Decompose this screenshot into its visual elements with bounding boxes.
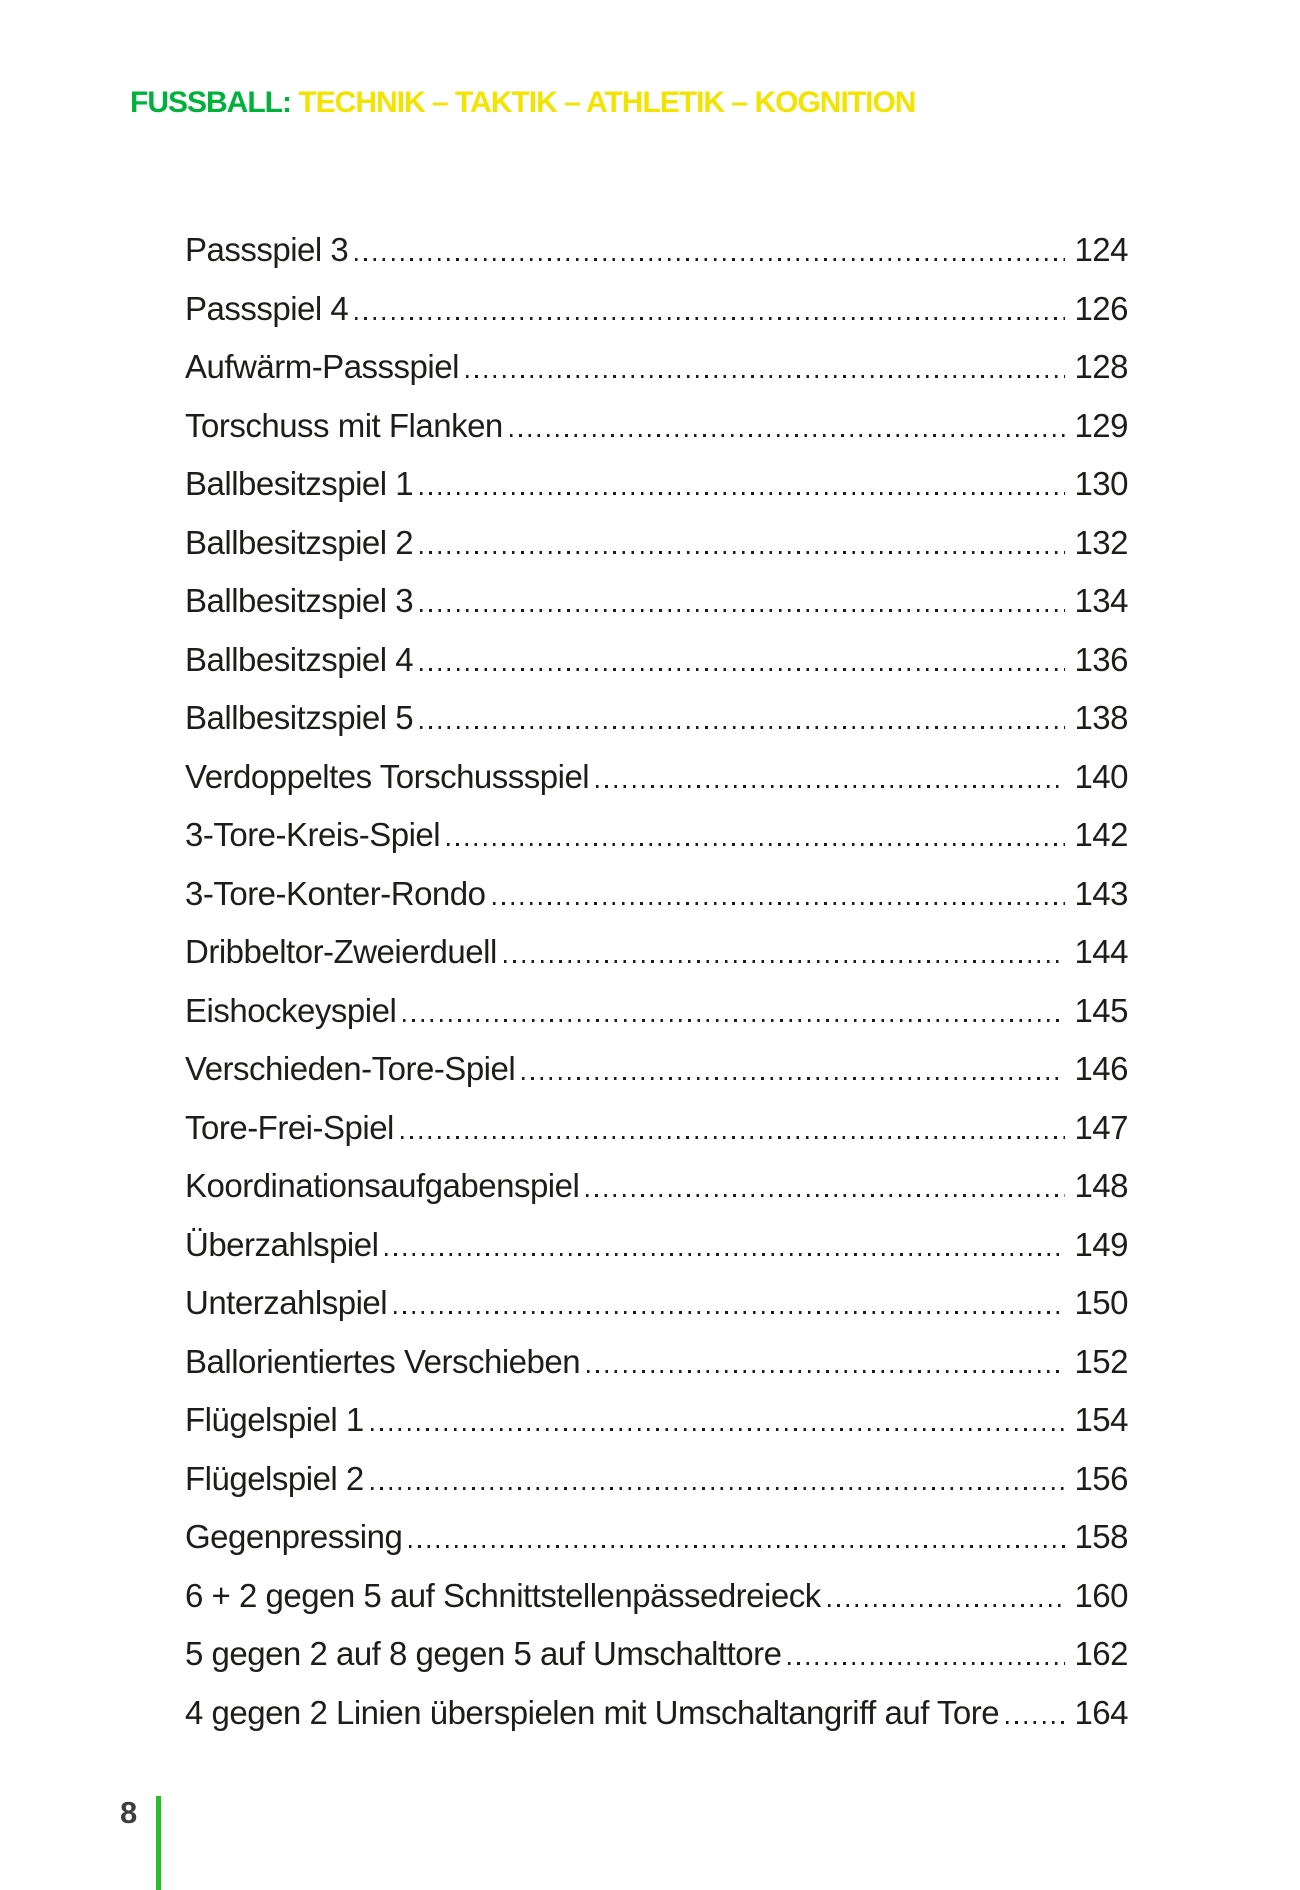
dotted-leader: [385, 1253, 1065, 1256]
dotted-leader: [355, 258, 1065, 261]
toc-entry-title: Gegenpressing: [185, 1518, 403, 1555]
toc-row: [185, 1567, 1128, 1626]
dotted-leader: [420, 609, 1065, 612]
toc-row: [185, 982, 1128, 1041]
toc-entry-title: 5 gegen 2 auf 8 gegen 5 auf Umschalttore: [185, 1635, 782, 1672]
toc-entry-page: 130: [1074, 465, 1128, 502]
toc-row: [185, 1625, 1128, 1684]
toc-row: [185, 1508, 1128, 1567]
toc-entry-page: 148: [1074, 1167, 1128, 1204]
dotted-leader: [403, 1019, 1065, 1022]
toc-entry-title: Passspiel 3: [185, 231, 349, 268]
toc-entry-page: 132: [1074, 523, 1128, 561]
toc-entry-title: Überzahlspiel: [185, 1225, 379, 1263]
toc-row: [185, 1684, 1128, 1743]
header-subtitle-text: TECHNIK – TAKTIK – ATHLETIK – KOGNITION: [290, 86, 916, 119]
toc-entry-title: Ballbesitzspiel 1: [185, 465, 414, 502]
toc-entry-title: Flügelspiel 1: [185, 1401, 364, 1438]
toc-entry-title: 3-Tore-Kreis-Spiel: [185, 816, 441, 853]
toc-row: [185, 1040, 1128, 1099]
dotted-leader: [522, 1077, 1065, 1080]
toc-entry-title: Passspiel 4: [185, 289, 349, 327]
dotted-leader: [587, 1370, 1065, 1373]
toc-entry-title: Aufwärm-Passspiel: [185, 348, 459, 385]
toc-entry-page: 162: [1074, 1635, 1128, 1672]
toc-entry-page: 154: [1074, 1401, 1128, 1438]
toc-entry-title: Unterzahlspiel: [185, 1284, 388, 1321]
dotted-leader: [447, 843, 1065, 846]
toc-entry-page: 129: [1074, 406, 1128, 444]
dotted-leader: [371, 1487, 1066, 1490]
toc-entry-page: 150: [1074, 1284, 1128, 1321]
toc-entry-page: 136: [1074, 640, 1128, 678]
toc-entry-page: 158: [1074, 1518, 1128, 1555]
toc-row: [185, 1450, 1128, 1509]
toc-row: [185, 806, 1128, 865]
dotted-leader: [493, 902, 1066, 905]
toc-entry-page: 146: [1074, 1050, 1128, 1087]
toc-row: [185, 923, 1128, 982]
toc-row: [185, 397, 1128, 456]
dotted-leader: [510, 434, 1066, 437]
toc-entry-page: 142: [1074, 816, 1128, 853]
toc-row: [185, 338, 1128, 397]
dotted-leader: [420, 668, 1065, 671]
toc-entry-title: Ballorientiertes Verschieben: [185, 1342, 581, 1380]
dotted-leader: [788, 1662, 1065, 1665]
dotted-leader: [355, 317, 1065, 320]
toc-entry-page: 160: [1074, 1576, 1128, 1614]
toc-entry-page: 140: [1074, 757, 1128, 795]
toc-entry-title: Koordinationsaufgabenspiel: [185, 1167, 580, 1204]
toc-row: [185, 1099, 1128, 1158]
toc-entry-page: 128: [1074, 348, 1128, 385]
toc-entry-title: Ballbesitzspiel 2: [185, 523, 414, 561]
toc-list: [185, 221, 1128, 1742]
dotted-leader: [828, 1604, 1066, 1607]
toc-entry-title: Ballbesitzspiel 5: [185, 699, 414, 736]
toc-entry-title: 3-Tore-Konter-Rondo: [185, 874, 486, 912]
dotted-leader: [596, 785, 1065, 788]
toc-entry-title: Ballbesitzspiel 3: [185, 582, 414, 619]
dotted-leader: [586, 1194, 1065, 1197]
toc-row: [185, 1216, 1128, 1275]
toc-entry-page: 134: [1074, 582, 1128, 619]
toc-entry-title: Verdoppeltes Torschussspiel: [185, 757, 590, 795]
toc-entry-page: 124: [1074, 231, 1128, 268]
footer-page-number: 8: [120, 1795, 138, 1830]
toc-row: [185, 1157, 1128, 1216]
toc-entry-page: 138: [1074, 699, 1128, 736]
toc-entry-title: Eishockeyspiel: [185, 991, 397, 1029]
dotted-leader: [466, 375, 1066, 378]
toc-entry-title: 6 + 2 gegen 5 auf Schnittstellenpässedreieck: [185, 1576, 821, 1614]
toc-row: [185, 1274, 1128, 1333]
dotted-leader: [401, 1136, 1066, 1139]
toc-entry-page: 156: [1074, 1459, 1128, 1497]
toc-row: [185, 865, 1128, 924]
toc-entry-title: Torschuss mit Flanken: [185, 406, 503, 444]
toc-row: [185, 631, 1128, 690]
toc-row: [185, 221, 1128, 280]
toc-row: [185, 514, 1128, 573]
toc-row: [185, 572, 1128, 631]
toc-row: [185, 455, 1128, 514]
dotted-leader: [1006, 1721, 1065, 1724]
header-brand-text: FUSSBALL:: [130, 86, 291, 119]
toc-row: [185, 748, 1128, 807]
dotted-leader: [409, 1545, 1065, 1548]
dotted-leader: [420, 726, 1065, 729]
chapter-header: [130, 88, 915, 118]
dotted-leader: [394, 1311, 1065, 1314]
toc-entry-page: 126: [1074, 289, 1128, 327]
toc-entry-title: Ballbesitzspiel 4: [185, 640, 414, 678]
toc-entry-page: 152: [1074, 1342, 1128, 1380]
toc-row: [185, 689, 1128, 748]
toc-row: [185, 1333, 1128, 1392]
toc-row: [185, 1391, 1128, 1450]
dotted-leader: [420, 551, 1065, 554]
toc-entry-title: 4 gegen 2 Linien überspielen mit Umschaltangriff auf Tore: [185, 1693, 1000, 1731]
toc-entry-title: Verschieden-Tore-Spiel: [185, 1050, 516, 1087]
dotted-leader: [371, 1428, 1066, 1431]
toc-entry-page: 147: [1074, 1108, 1128, 1146]
toc-entry-title: Flügelspiel 2: [185, 1459, 364, 1497]
dotted-leader: [420, 492, 1065, 495]
toc-entry-title: Tore-Frei-Spiel: [185, 1108, 394, 1146]
toc-row: [185, 280, 1128, 339]
toc-entry-page: 145: [1074, 991, 1128, 1029]
footer-green-rule: [156, 1796, 161, 1890]
toc-entry-page: 143: [1074, 874, 1128, 912]
toc-entry-page: 149: [1074, 1225, 1128, 1263]
toc-entry-title: Dribbeltor-Zweierduell: [185, 933, 497, 970]
toc-entry-page: 164: [1074, 1693, 1128, 1731]
toc-entry-page: 144: [1074, 933, 1128, 970]
dotted-leader: [504, 960, 1066, 963]
